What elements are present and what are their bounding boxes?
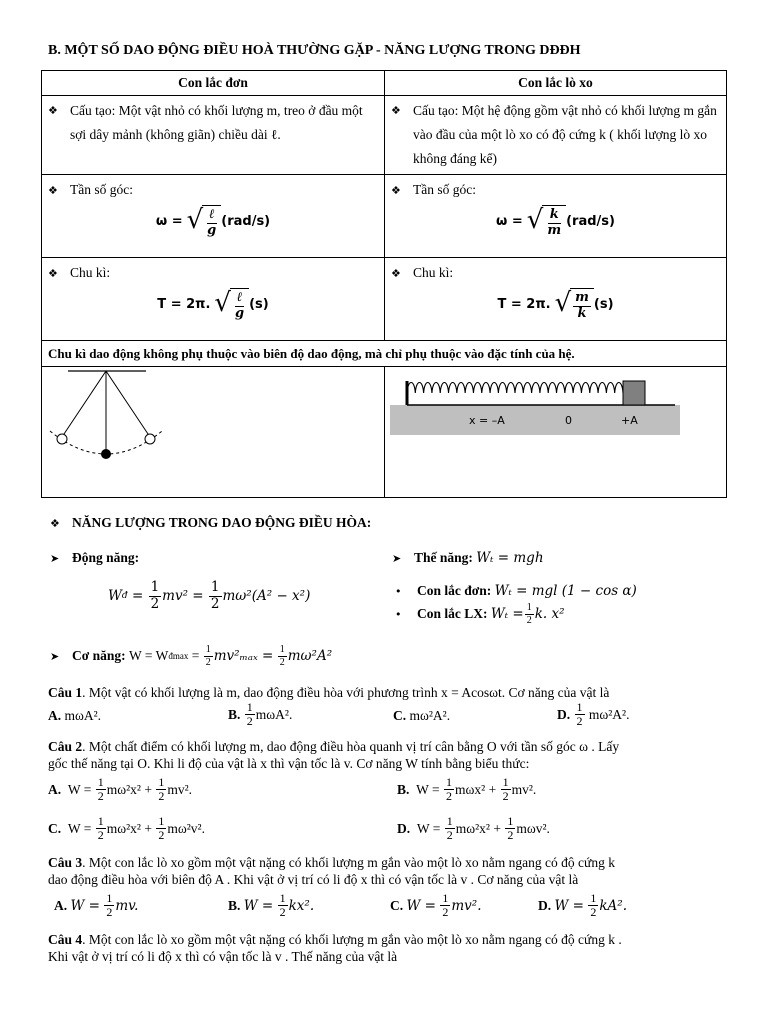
q2-text-line2: gốc thế năng tại O. Khi li độ của vật là x thì vận tốc là v. Cơ năng W tính bằng biểu thức: bbox=[48, 756, 530, 771]
mech-sub: đmax bbox=[168, 651, 189, 661]
freq-right-label: Tần số góc: bbox=[413, 182, 476, 197]
frac-num: 1 bbox=[210, 579, 220, 595]
spring-figure-cell bbox=[385, 367, 727, 498]
q2-d2: mωv². bbox=[516, 820, 550, 836]
frac-num: 1 bbox=[446, 814, 453, 828]
spring-label-neg: x = –A bbox=[469, 414, 505, 427]
dot-bullet-icon: • bbox=[395, 607, 402, 621]
spring-coil bbox=[407, 383, 623, 394]
option-letter: B. bbox=[228, 706, 241, 722]
potential-label: Thế năng: bbox=[414, 550, 473, 565]
kinetic-part2: mω²(A² − x²) bbox=[222, 588, 311, 605]
q1-text: . Một vật có khối lượng là m, dao động điều hòa với phương trình x = Acosωt. Cơ năng của vật là bbox=[82, 685, 610, 700]
spring-label-pos: +A bbox=[621, 414, 638, 427]
frac-den: 2 bbox=[590, 905, 597, 920]
diamond-bullet-icon: ❖ bbox=[48, 184, 58, 197]
frac-den: 2 bbox=[106, 905, 113, 920]
diamond-bullet-icon: ❖ bbox=[391, 184, 401, 197]
pendulum-figure-cell bbox=[42, 367, 385, 498]
frac-den: 2 bbox=[446, 789, 453, 804]
period-left-formula bbox=[48, 288, 378, 322]
freq-right-formula bbox=[391, 205, 720, 239]
option-letter: A. bbox=[48, 708, 62, 723]
formula-unit: (rad/s) bbox=[566, 213, 615, 229]
q1-b-text: mωA². bbox=[255, 706, 293, 722]
frac-den: g bbox=[207, 222, 217, 238]
option-letter: D. bbox=[557, 706, 571, 722]
q3-a-text: mv. bbox=[115, 897, 139, 914]
q2-c1: mω²x² + bbox=[106, 820, 152, 836]
pendulum-string-right bbox=[106, 371, 150, 437]
question-2 bbox=[48, 739, 619, 755]
formula-lhs: T = 2π. bbox=[497, 296, 551, 312]
spring-mass-block bbox=[623, 381, 645, 405]
q1-option-a[interactable] bbox=[48, 708, 101, 724]
period-note: Chu kì dao động không phụ thuộc vào biên độ dao động, mà chỉ phụ thuộc vào đặc tính của hệ. bbox=[42, 341, 727, 367]
option-letter: D. bbox=[538, 897, 552, 913]
sqrt-symbol: √ $\frac{k}{m}$ bbox=[527, 205, 566, 239]
q3-text-line2: dao động điều hòa với biên độ A . Khi vật ở vị trí có li độ x thì có vận tốc là v . Cơ năng của vật là bbox=[48, 872, 579, 887]
frac-num: 1 bbox=[205, 644, 211, 655]
q2-option-d[interactable] bbox=[397, 815, 550, 842]
page-title: B. MỘT SỐ DAO ĐỘNG ĐIỀU HOÀ THƯỜNG GẶP - NĂNG LƯỢNG TRONG DĐĐH bbox=[48, 43, 581, 58]
dot-bullet-icon: • bbox=[395, 585, 402, 598]
q4-text: . Một con lắc lò xo gồm một vật nặng có khối lượng m gắn vào một lò xo nằm ngang có độ cứng k . bbox=[82, 932, 622, 947]
q2-a1: mω²x² + bbox=[106, 781, 152, 797]
question-3 bbox=[48, 855, 615, 871]
frac-den: 2 bbox=[502, 789, 509, 804]
arrow-bullet-icon: ➤ bbox=[50, 649, 60, 663]
col-header-spring-pendulum: Con lắc lò xo bbox=[385, 71, 727, 96]
pendulum-bob-center bbox=[101, 449, 111, 459]
frac-den: 2 bbox=[442, 905, 449, 920]
frac-num: 1 bbox=[442, 891, 449, 905]
mech-a: W = W bbox=[129, 648, 169, 663]
q4-label: Câu 4 bbox=[48, 932, 83, 947]
formula-lhs: ω = bbox=[496, 213, 523, 229]
frac-num: 1 bbox=[590, 891, 597, 905]
option-letter: A. bbox=[54, 897, 68, 913]
mech-energy-line: ➤ Cơ năng: W = W đmax = $\frac{1}{2}$ mv²ₘₐₓ = $\frac{1}{2}$ mω²A² bbox=[50, 644, 333, 668]
w-eq: W = bbox=[416, 820, 441, 836]
frac-num: 1 bbox=[502, 775, 509, 789]
q2-a2: mv². bbox=[167, 781, 193, 797]
q3-text: . Một con lắc lò xo gồm một vật nặng có khối lượng m gắn vào một lò xo nằm ngang có độ cứng k bbox=[82, 855, 615, 870]
option-letter: A. bbox=[48, 781, 62, 797]
sqrt-symbol: √ $\frac{m}{k}$ bbox=[555, 288, 594, 322]
period-left-cell bbox=[42, 258, 385, 341]
frac-num: 1 bbox=[246, 700, 253, 714]
energy-heading bbox=[50, 515, 371, 531]
diamond-bullet-icon: ❖ bbox=[391, 104, 401, 117]
sqrt-symbol: √ $\frac{\text{ℓ}}{g}$ bbox=[214, 288, 249, 322]
frac-num: 1 bbox=[97, 814, 104, 828]
q2-c2: mω²v². bbox=[167, 820, 205, 836]
q1-c-text: mω²A². bbox=[409, 708, 451, 723]
pendulum-energy-label: Con lắc đơn: bbox=[417, 583, 492, 598]
col-header-simple-pendulum: Con lắc đơn bbox=[42, 71, 385, 96]
formula-unit: (s) bbox=[249, 296, 269, 312]
w-eq: W = bbox=[67, 820, 92, 836]
energy-heading-text: NĂNG LƯỢNG TRONG DAO ĐỘNG ĐIỀU HÒA: bbox=[72, 515, 372, 530]
q3-option-c[interactable] bbox=[390, 892, 482, 919]
diamond-bullet-icon: ❖ bbox=[50, 517, 60, 530]
option-letter: B. bbox=[228, 897, 241, 913]
formula-lhs: ω = bbox=[155, 213, 183, 229]
kinetic-label-text: Động năng: bbox=[72, 550, 140, 565]
frac-num: 1 bbox=[97, 775, 104, 789]
q3-option-a[interactable] bbox=[54, 892, 138, 919]
frac-num: 1 bbox=[158, 775, 165, 789]
question-4 bbox=[48, 932, 622, 948]
w-eq: W = bbox=[70, 897, 100, 914]
q4-text-line2: Khi vật ở vị trí có li độ x thì có vận tốc là v . Thế năng của vật là bbox=[48, 949, 398, 964]
kinetic-sub: đ bbox=[121, 591, 128, 602]
structure-left-text: Cấu tạo: Một vật nhỏ có khối lượng m, treo ở đầu một sợi dây mảnh (không giãn) chiều dài ℓ. bbox=[70, 103, 363, 142]
w-eq: W = bbox=[67, 781, 92, 797]
period-right-label: Chu kì: bbox=[413, 265, 454, 280]
formula-unit: (s) bbox=[593, 296, 614, 312]
structure-right-cell bbox=[385, 96, 727, 175]
diamond-bullet-icon: ❖ bbox=[48, 104, 58, 117]
spring-energy-line bbox=[395, 602, 564, 626]
option-letter: C. bbox=[393, 708, 407, 723]
q1-option-c[interactable] bbox=[393, 708, 450, 724]
q2-option-c[interactable] bbox=[48, 815, 205, 842]
kinetic-formula: W đ = $\frac{1}{2}$ mv² = $\frac{1}{2}$ mω²(A² − x²) bbox=[108, 579, 311, 612]
diamond-bullet-icon: ❖ bbox=[48, 267, 58, 280]
freq-right-cell bbox=[385, 175, 727, 258]
frac-num: ℓ bbox=[236, 290, 243, 305]
option-letter: D. bbox=[397, 820, 411, 836]
q2-label: Câu 2 bbox=[48, 739, 83, 754]
frac-num: 1 bbox=[446, 775, 453, 789]
sqrt-symbol: √ $\frac{\text{ℓ}}{g}$ bbox=[187, 205, 222, 239]
frac-den: 2 bbox=[158, 789, 165, 804]
frac-den: 2 bbox=[507, 828, 514, 843]
spring-energy-label: Con lắc LX: bbox=[417, 606, 488, 621]
period-right-cell bbox=[385, 258, 727, 341]
spring-energy-a: Wₜ = bbox=[490, 606, 524, 622]
q3-option-d[interactable] bbox=[538, 892, 627, 919]
structure-left-cell bbox=[42, 96, 385, 175]
frac-den: 2 bbox=[210, 595, 220, 612]
frac-den: 2 bbox=[97, 828, 104, 843]
formula-lhs: T = 2π. bbox=[157, 296, 211, 312]
q1-option-b[interactable] bbox=[228, 701, 292, 728]
arrow-bullet-icon: ➤ bbox=[50, 552, 60, 565]
frac-num: m bbox=[575, 290, 589, 305]
mech-label: Cơ năng: bbox=[72, 648, 126, 663]
frac-num: 1 bbox=[279, 644, 285, 655]
frac-num: 1 bbox=[507, 814, 514, 828]
frac-den: 2 bbox=[246, 714, 253, 729]
frac-den: k bbox=[577, 305, 587, 321]
q3-c-text: mv². bbox=[451, 897, 482, 914]
w-eq: W = bbox=[416, 781, 440, 797]
q2-d1: mω²x² + bbox=[455, 820, 501, 836]
frac-den: 2 bbox=[446, 828, 453, 843]
w-eq: W = bbox=[554, 897, 584, 914]
kinetic-part1: mv² = bbox=[162, 588, 204, 605]
mech-c: mω²A² bbox=[287, 648, 333, 664]
frac-den: 2 bbox=[279, 656, 285, 668]
q3-d-text: kA². bbox=[599, 897, 627, 914]
question-1 bbox=[48, 685, 609, 701]
period-right-formula bbox=[391, 288, 720, 322]
comparison-table bbox=[41, 70, 727, 498]
q3-b-text: kx². bbox=[288, 897, 315, 914]
freq-left-formula bbox=[48, 205, 378, 239]
spring-energy-b: k. x² bbox=[534, 606, 565, 622]
q1-option-d[interactable] bbox=[557, 701, 629, 728]
pendulum-bob-left bbox=[57, 434, 67, 444]
q3-option-b[interactable] bbox=[228, 892, 314, 919]
pendulum-energy-line bbox=[395, 583, 637, 599]
pendulum-diagram bbox=[42, 367, 372, 489]
q3-label: Câu 3 bbox=[48, 855, 83, 870]
frac-den: 2 bbox=[158, 828, 165, 843]
freq-left-cell bbox=[42, 175, 385, 258]
spring-diagram bbox=[385, 367, 725, 489]
frac-num: ℓ bbox=[208, 207, 215, 222]
frac-den: 2 bbox=[205, 656, 211, 668]
frac-den: 2 bbox=[150, 595, 160, 612]
q2-option-b[interactable] bbox=[397, 776, 536, 803]
formula-unit: (rad/s) bbox=[221, 213, 271, 229]
q2-b2: mv². bbox=[511, 781, 537, 797]
arrow-bullet-icon: ➤ bbox=[392, 552, 402, 565]
frac-num: 1 bbox=[158, 814, 165, 828]
q1-label: Câu 1 bbox=[48, 685, 83, 700]
option-letter: C. bbox=[390, 897, 404, 913]
w-eq: W = bbox=[243, 897, 274, 914]
mech-b: mv²ₘₐₓ = bbox=[213, 648, 274, 664]
pendulum-bob-right bbox=[145, 434, 155, 444]
frac-num: 1 bbox=[576, 700, 583, 714]
q1-a-text: mωA². bbox=[64, 708, 102, 723]
frac-den: 2 bbox=[279, 905, 286, 920]
pendulum-string-left bbox=[62, 371, 106, 437]
frac-den: 2 bbox=[576, 714, 583, 729]
q2-text: . Một chất điểm có khối lượng m, dao động điều hòa quanh vị trí cân bằng O với tần số góc ω . Lấy bbox=[82, 739, 620, 754]
freq-left-label: Tần số góc: bbox=[70, 182, 133, 197]
frac-den: g bbox=[234, 305, 245, 321]
frac-den: 2 bbox=[526, 614, 532, 626]
frac-num: 1 bbox=[526, 602, 532, 613]
structure-right-text: Cấu tạo: Một hệ động gồm vật nhỏ có khối lượng m gắn vào đầu của một lò xo có độ cứng k ( khối lượng lò xo không đáng kể) bbox=[413, 103, 717, 166]
frac-den: 2 bbox=[97, 789, 104, 804]
frac-num: k bbox=[549, 207, 559, 222]
frac-num: 1 bbox=[150, 579, 160, 595]
option-letter: C. bbox=[48, 820, 62, 836]
frac-num: 1 bbox=[279, 891, 286, 905]
q2-b1: mωx² + bbox=[455, 781, 497, 797]
kinetic-w: W bbox=[108, 588, 122, 605]
q1-d-text: mω²A². bbox=[588, 706, 630, 722]
period-left-label: Chu kì: bbox=[70, 265, 111, 280]
potential-formula: Wₜ = mgh bbox=[476, 550, 544, 566]
kinetic-label bbox=[50, 550, 139, 566]
option-letter: B. bbox=[397, 781, 410, 797]
w-eq: W = bbox=[406, 897, 436, 914]
potential-line bbox=[392, 550, 544, 566]
q2-option-a[interactable] bbox=[48, 776, 192, 803]
frac-den: m bbox=[547, 222, 562, 238]
diamond-bullet-icon: ❖ bbox=[391, 267, 401, 280]
spring-label-zero: 0 bbox=[565, 414, 572, 427]
frac-num: 1 bbox=[106, 891, 113, 905]
pendulum-energy-formula: Wₜ = mgl (1 − cos α) bbox=[494, 583, 637, 599]
